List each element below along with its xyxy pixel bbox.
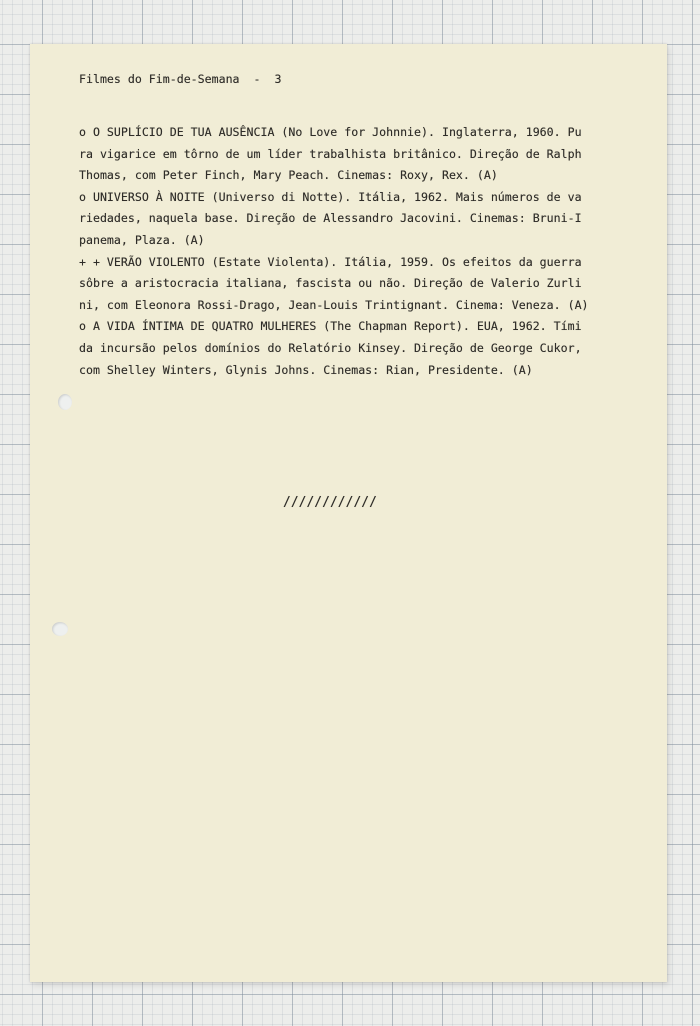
- text-line: o O SUPLÍCIO DE TUA AUSÊNCIA (No Love for Johnnie). Inglaterra, 1960. Pu: [79, 125, 582, 139]
- text-line: com Shelley Winters, Glynis Johns. Cinemas: Rian, Presidente. (A): [79, 362, 533, 377]
- text-line: sôbre a aristocracia italiana, fascista ou não. Direção de Valerio Zurli: [79, 276, 582, 291]
- text-line: riedades, naquela base. Direção de Alessandro Jacovini. Cinemas: Bruni-I: [79, 211, 582, 226]
- text-line: ni, com Eleonora Rossi-Drago, Jean-Louis Trintignant. Cinema: Veneza. (A): [79, 297, 589, 312]
- page-header: Filmes do Fim-de-Semana - 3: [79, 72, 282, 86]
- text-line: panema, Plaza. (A): [79, 232, 205, 247]
- text-line: + + VERÃO VIOLENTO (Estate Violenta). Itália, 1959. Os efeitos da guerra: [79, 254, 582, 269]
- punch-hole: [52, 622, 68, 636]
- punch-hole: [58, 394, 72, 410]
- end-mark: ////////////: [283, 495, 377, 510]
- text-line: ra vigarice em tôrno de um líder trabalhista britânico. Direção de Ralph: [79, 146, 582, 161]
- text-line: o UNIVERSO À NOITE (Universo di Notte). Itália, 1962. Mais números de va: [79, 189, 582, 204]
- film-listings: [79, 122, 589, 381]
- text-line: Thomas, com Peter Finch, Mary Peach. Cinemas: Roxy, Rex. (A): [79, 168, 498, 183]
- text-line: da incursão pelos domínios do Relatório Kinsey. Direção de George Cukor,: [79, 340, 582, 355]
- text-line: o A VIDA ÍNTIMA DE QUATRO MULHERES (The Chapman Report). EUA, 1962. Tími: [79, 319, 582, 334]
